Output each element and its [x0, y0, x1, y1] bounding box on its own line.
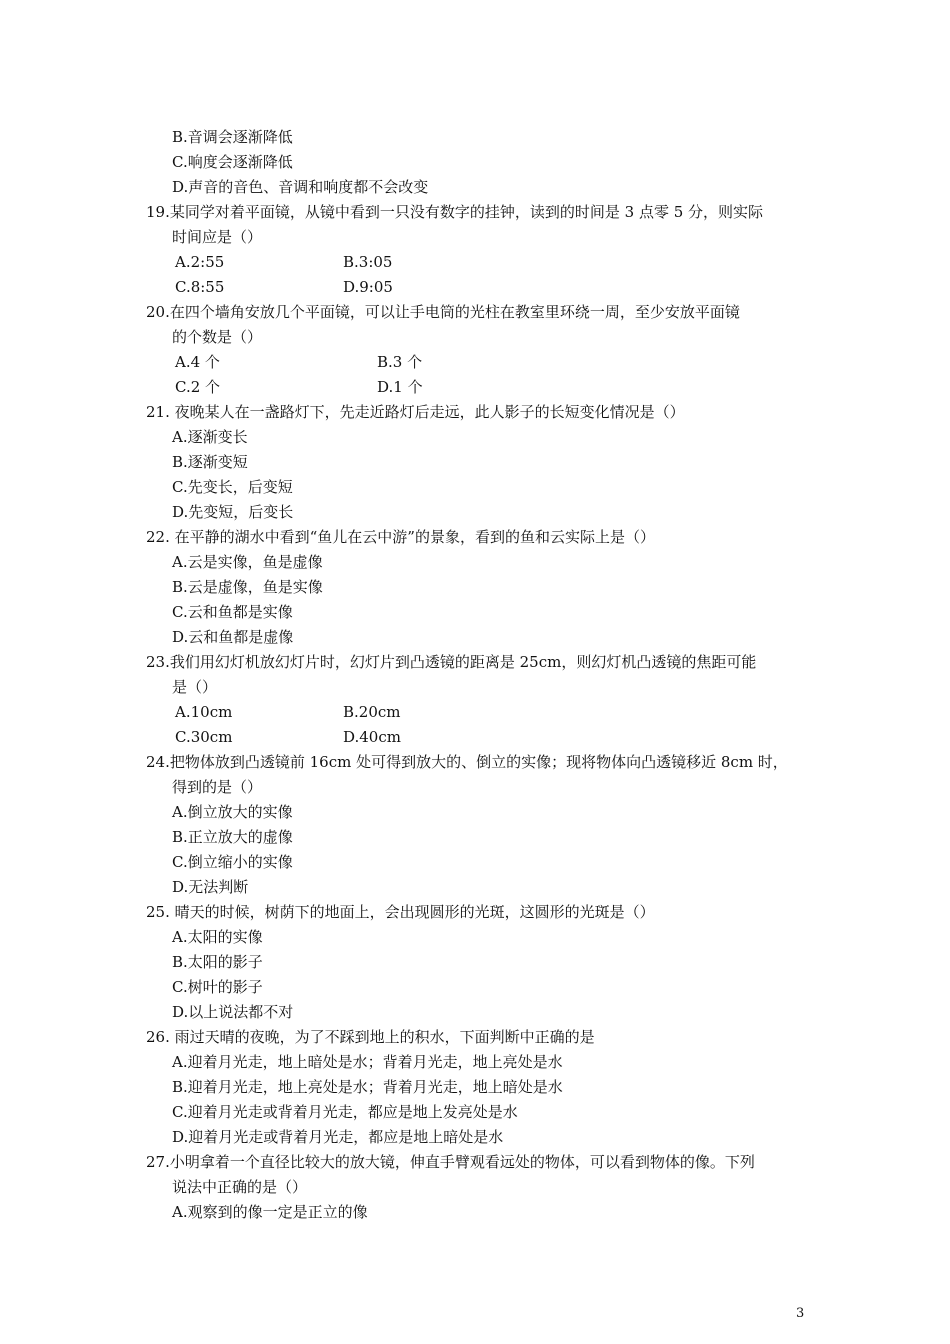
q23-stem: 23.我们用幻灯机放幻灯片时，幻灯片到凸透镜的距离是 25cm，则幻灯机凸透镜的焦距可能 — [146, 653, 757, 671]
q19-stem-cont: 时间应是（） — [172, 228, 263, 246]
q25-option-b: B.太阳的影子 — [172, 953, 263, 971]
q20-option-a: A.4 个 — [175, 353, 220, 371]
q22-option-c: C.云和鱼都是实像 — [172, 603, 293, 621]
q24-stem: 24.把物体放到凸透镜前 16cm 处可得到放大的、倒立的实像；现将物体向凸透镜移近 8cm 时， — [146, 753, 788, 771]
q26-stem: 26. 雨过天晴的夜晚，为了不踩到地上的积水，下面判断中正确的是 — [146, 1028, 595, 1046]
q21-stem: 21. 夜晚某人在一盏路灯下，先走近路灯后走远，此人影子的长短变化情况是（） — [146, 403, 685, 421]
q18-option-d: D.声音的音色、音调和响度都不会改变 — [172, 178, 429, 196]
q19-option-b: B.3:05 — [343, 253, 393, 271]
q20-stem: 20.在四个墙角安放几个平面镜，可以让手电筒的光柱在教室里环绕一周，至少安放平面镜 — [146, 303, 740, 321]
q20-option-b: B.3 个 — [377, 353, 423, 371]
q21-option-d: D.先变短，后变长 — [172, 503, 294, 521]
q27-option-a: A.观察到的像一定是正立的像 — [172, 1203, 368, 1221]
q25-option-d: D.以上说法都不对 — [172, 1003, 294, 1021]
q26-option-a: A.迎着月光走，地上暗处是水；背着月光走，地上亮处是水 — [172, 1053, 563, 1071]
q18-option-b: B.音调会逐渐降低 — [172, 128, 293, 146]
q23-option-b: B.20cm — [343, 703, 401, 721]
q27-stem-cont: 说法中正确的是（） — [172, 1178, 308, 1196]
q25-stem: 25. 晴天的时候，树荫下的地面上，会出现圆形的光斑，这圆形的光斑是（） — [146, 903, 655, 921]
q20-option-c: C.2 个 — [175, 378, 221, 396]
q24-option-d: D.无法判断 — [172, 878, 249, 896]
page-number: 3 — [796, 1306, 805, 1321]
q20-option-d: D.1 个 — [377, 378, 423, 396]
q18-option-c: C.响度会逐渐降低 — [172, 153, 293, 171]
q19-option-d: D.9:05 — [343, 278, 393, 296]
q23-stem-cont: 是（） — [172, 678, 218, 696]
q26-option-b: B.迎着月光走，地上亮处是水；背着月光走，地上暗处是水 — [172, 1078, 563, 1096]
q25-option-a: A.太阳的实像 — [172, 928, 263, 946]
q19-option-a: A.2:55 — [175, 253, 225, 271]
q22-option-d: D.云和鱼都是虚像 — [172, 628, 294, 646]
q19-stem: 19.某同学对着平面镜，从镜中看到一只没有数字的挂钟，读到的时间是 3 点零 5 分，则实际 — [146, 203, 764, 221]
q24-stem-cont: 得到的是（） — [172, 778, 263, 796]
q21-option-c: C.先变长，后变短 — [172, 478, 293, 496]
q19-option-c: C.8:55 — [175, 278, 225, 296]
q22-option-a: A.云是实像，鱼是虚像 — [172, 553, 323, 571]
q24-option-b: B.正立放大的虚像 — [172, 828, 293, 846]
q22-option-b: B.云是虚像，鱼是实像 — [172, 578, 323, 596]
q23-option-c: C.30cm — [175, 728, 233, 746]
q20-stem-cont: 的个数是（） — [172, 328, 263, 346]
q24-option-c: C.倒立缩小的实像 — [172, 853, 293, 871]
q27-stem: 27.小明拿着一个直径比较大的放大镜，伸直手臂观看远处的物体，可以看到物体的像。下列 — [146, 1153, 755, 1171]
q22-stem: 22. 在平静的湖水中看到“鱼儿在云中游”的景象，看到的鱼和云实际上是（） — [146, 528, 655, 546]
q26-option-d: D.迎着月光走或背着月光走，都应是地上暗处是水 — [172, 1128, 504, 1146]
q21-option-b: B.逐渐变短 — [172, 453, 248, 471]
q23-option-d: D.40cm — [343, 728, 401, 746]
q21-option-a: A.逐渐变长 — [172, 428, 248, 446]
q23-option-a: A.10cm — [175, 703, 233, 721]
q24-option-a: A.倒立放大的实像 — [172, 803, 293, 821]
q25-option-c: C.树叶的影子 — [172, 978, 263, 996]
q26-option-c: C.迎着月光走或背着月光走，都应是地上发亮处是水 — [172, 1103, 518, 1121]
